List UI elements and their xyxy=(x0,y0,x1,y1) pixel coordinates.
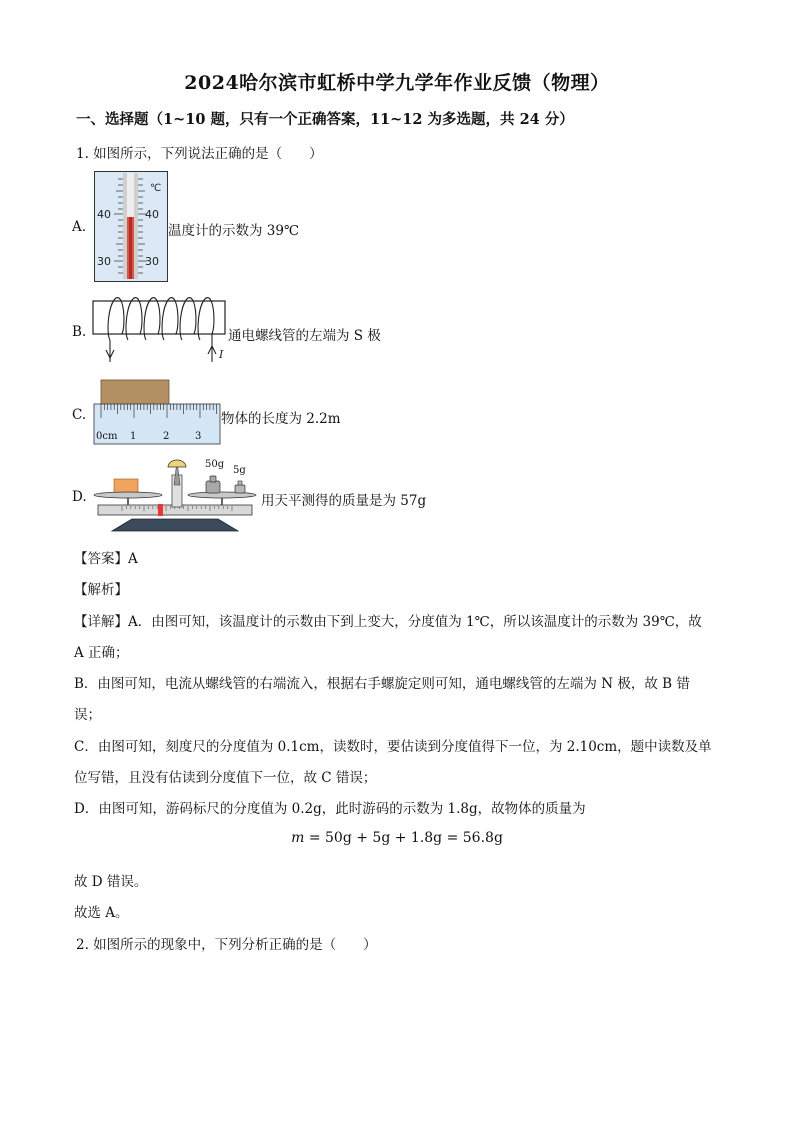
ruler-figure xyxy=(93,379,221,445)
analysis-line-3: B．由图可知，电流从螺线管的右端流入，根据右手螺旋定则可知，通电螺线管的左端为 N 极，故 B 错 xyxy=(74,676,690,692)
option-b-text: 通电螺线管的左端为 S 极 xyxy=(228,328,381,344)
analysis-line-7: D．由图可知，游码标尺的分度值为 0.2g，此时游码的示数为 1.8g，故物体的质量为 xyxy=(74,801,586,817)
thermometer-figure xyxy=(94,171,168,283)
ruler-label-3: 3 xyxy=(195,431,202,442)
balance-figure xyxy=(92,455,260,537)
option-a-text: 温度计的示数为 39℃ xyxy=(168,223,300,239)
final-choice: 故选 A。 xyxy=(74,905,129,921)
answer-line xyxy=(74,547,138,567)
answer-value: A xyxy=(128,551,138,567)
thermometer-unit: ℃ xyxy=(150,183,162,194)
option-d-letter: D. xyxy=(72,489,87,505)
thermometer-label-40-left: 40 xyxy=(97,208,111,221)
analysis-line-1 xyxy=(74,610,702,630)
analysis-line-1-text: A．由图可知，该温度计的示数由下到上变大，分度值为 1℃，所以该温度计的示数为 39℃，故 xyxy=(128,614,702,630)
mass-formula xyxy=(0,830,794,846)
option-d-text: 用天平测得的质量是为 57g xyxy=(261,493,427,509)
option-c-text: 物体的长度为 2.2m xyxy=(221,411,341,427)
weight-label-5g: 5g xyxy=(233,465,246,476)
formula-expression: = 50g + 5g + 1.8g = 56.8g xyxy=(304,830,503,846)
solenoid-figure xyxy=(92,294,228,366)
answer-label: 【答案】 xyxy=(74,551,128,567)
detail-label: 【详解】 xyxy=(74,614,128,630)
analysis-line-6: 位写错，且没有估读到分度值下一位，故 C 错误； xyxy=(74,770,377,786)
thermometer-label-30-left: 30 xyxy=(97,255,111,268)
ruler-label-0: 0cm xyxy=(96,431,118,442)
weight-label-50g: 50g xyxy=(205,459,225,470)
ruler-label-2: 2 xyxy=(163,431,170,442)
section-heading: 一、选择题（1~10 题，只有一个正确答案，11~12 为多选题，共 24 分） xyxy=(76,111,574,128)
thermometer-label-40-right: 40 xyxy=(145,208,159,221)
thermometer-label-30-right: 30 xyxy=(145,255,159,268)
analysis-line-5: C．由图可知，刻度尺的分度值为 0.1cm，读数时，要估读到分度值得下一位，为 2.10cm，题中读数及单 xyxy=(74,739,712,755)
analysis-line-4: 误； xyxy=(74,707,101,723)
page-title: 2024哈尔滨市虹桥中学九学年作业反馈（物理） xyxy=(184,72,610,94)
option-a-letter: A. xyxy=(72,219,87,235)
analysis-line-2: A 正确； xyxy=(74,645,129,661)
formula-variable: m xyxy=(291,830,305,846)
ruler-label-1: 1 xyxy=(130,431,137,442)
analysis-label: 【解析】 xyxy=(74,582,128,598)
conclusion-d: 故 D 错误。 xyxy=(74,874,148,890)
option-b-letter: B. xyxy=(72,324,87,340)
option-c-letter: C. xyxy=(72,407,87,423)
question-1-stem: 1. 如图所示，下列说法正确的是（ ） xyxy=(76,146,323,162)
current-label: I xyxy=(219,348,224,361)
question-2-stem: 2. 如图所示的现象中，下列分析正确的是（ ） xyxy=(76,937,377,953)
